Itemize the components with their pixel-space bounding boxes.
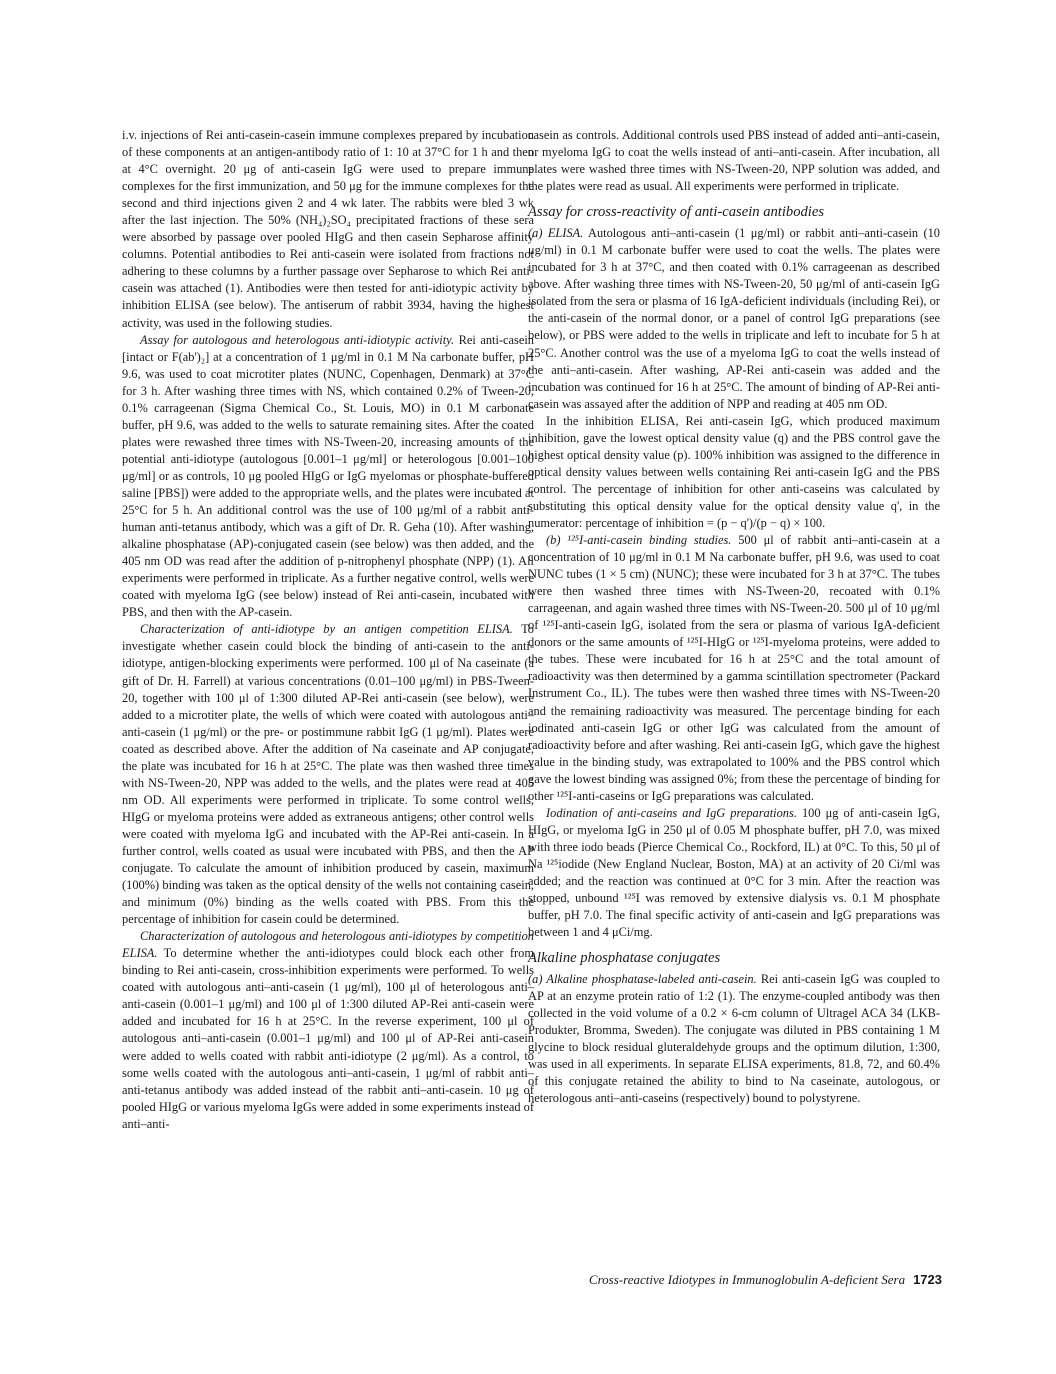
paragraph xyxy=(528,805,940,941)
paragraph: i.v. injections of Rei anti-casein-casein immune complexes prepared by incubation of these components at an antigen-antibody ratio of 1: 10 at 37°C for 1 h and then at 4°C overnight. 20 μg of anti-casein IgG were used to prepare immune complexes for the first immunization, and 50 μg for the immune complexes for the second and third injections given 2 and 4 wk later. The rabbits were bled 3 wk after the last injection. The 50% (NH₄)₂SO₄ precipitated fractions of these sera were absorbed by passage over pooled HIgG and then casein Sepharose affinity columns. Potential antibodies to Rei anti-casein were isolated from fractions not adhering to these columns by a further passage over Sepharose to which Rei anti-casein was attached (1). Antibodies were then tested for anti-idiotypic activity by inhibition ELISA (see below). The antiserum of rabbit 3934, having the highest activity, was used in the following studies. xyxy=(122,128,534,330)
right-column xyxy=(528,127,940,1108)
paragraph-body: To investigate whether casein could block the binding of anti-casein to the anti-idiotype, antigen-blocking experiments were performed. 100 μl of Na caseinate (a gift of Dr. H. Farrell) at various concentrations (0.01–100 μg/ml) in PBS-Tween-20, together with 100 μl of 1:300 diluted AP-Rei anti-casein (see below), were added to a microtiter plate, the wells of which were coated with autologous anti–anti-casein (1 μg/ml) or the pre- or postimmune rabbit IgG (1 μg/ml). Plates were coated as described above. After the addition of Na caseinate and AP conjugate, the plate was incubated for 16 h at 25°C. The plate was then washed three times with NS-Tween-20, NPP was added to the wells, and the plates were read at 405 nm OD. All experiments were performed in triplicate. To some control wells, HIgG or myeloma proteins were added as extraneous antigens; other control wells were coated with myeloma IgG and incubated with the AP-Rei anti-casein. In a further control, wells coated as usual were incubated with PBS, and then the AP conjugate. To calculate the amount of inhibition produced by casein, maximum (100%) binding was taken as the optical density of the wells not containing casein, and minimum (0%) binding as the wells coated with PBS. From this the percentage of inhibition for casein could be determined. xyxy=(122,622,534,927)
page-footer xyxy=(500,1272,942,1288)
paragraph-heading: Iodination of anti-caseins and IgG preparations. xyxy=(546,805,797,820)
paragraph-body: Rei anti-casein [intact or F(ab')₂] at a concentration of 1 μg/ml in 0.1 M Na carbonate buffer, pH 9.6, was used to coat microtiter plates (NUNC, Copenhagen, Denmark) at 37°C for 3 h. After washing three times with NS, which contained 0.2% of Tween-20, 0.1% carrageenan (Sigma Chemical Co., St. Louis, MO) in 0.1 M carbonate buffer, pH 9.6, was added to the wells to saturate remaining sites. After the coated plates were rewashed three times with NS-Tween-20, increasing amounts of the potential anti-idiotype (autologous [0.001–1 μg/ml] or heterologous [0.001–100 μg/ml] or as controls, 10 μg pooled HIgG or IgG myelomas or phosphate-buffered saline [PBS]) were added to the appropriate wells, and the plates were incubated at 25°C for 5 h. An additional control was the use of 100 μg/ml of a rabbit anti-human anti-tetanus antibody, which was a gift of Dr. R. Geha (10). After washing, alkaline phosphatase (AP)-conjugated casein (see below) was then added, and the 405 nm OD was read after the addition of p-nitrophenyl phosphate (NPP) (1). All experiments were performed in triplicate. As a further negative control, wells were coated with myeloma IgG (see below) instead of Rei anti-casein, incubated with PBS, and then with the AP-casein. xyxy=(122,332,534,620)
paragraph: casein as controls. Additional controls used PBS instead of added anti–anti-casein, or myeloma IgG to coat the wells instead of anti–anti-casein. After incubation, all plates were washed three times with NS-Tween-20, NPP solution was added, and the plates were read as usual. All experiments were performed in triplicate. xyxy=(528,128,940,194)
paragraph-heading: (a) ELISA. xyxy=(528,226,584,241)
paragraph-body: Rei anti-casein IgG was coupled to AP at an enzyme protein ratio of 1:2 (1). The enzyme-coupled antibody was then collected in the void volume of a 0.2 × 6-cm column of Ultragel ACA 34 (LKB-Produkter, Bromma, Sweden). The conjugate was diluted in PBS containing 1 M glycine to block residual gluteraldehyde groups and the optimum dilution, 1:300, was used in all experiments. In separate ELISA experiments, 81.8, 72, and 60.4% of this conjugate retained the ability to bind to Na caseinate, autologous, or heterologous anti–anti-caseins (respectively) bound to polystyrene. xyxy=(528,972,940,1106)
page-number: 1723 xyxy=(913,1272,942,1287)
paragraph-body: Autologous anti–anti-casein (1 μg/ml) or rabbit anti–anti-casein (10 μg/ml) in 0.1 M carbonate buffer were used to coat the wells. The plates were incubated for 3 h at 37°C, and then coated with 0.1% carrageenan as described above. After washing three times with NS-Tween-20, 50 μg/ml of anti-casein IgG isolated from the sera or plasma of 16 IgA-deficient individuals (including Rei), or the anti-casein of the normal donor, or a panel of control IgG preparations (see below), or PBS were added to the wells in triplicate and left to incubate for 5 h at 25°C. Another control was the use of a myeloma IgG to coat the wells instead of the anti–anti-casein. After washing, AP-Rei anti-casein was added and the incubation was continued for 16 h at 25°C. The amount of binding of AP-Rei anti-casein was assayed after the addition of NPP and reading at 405 nm OD. xyxy=(528,226,940,411)
section-title: Alkaline phosphatase conjugates xyxy=(528,950,721,967)
paragraph xyxy=(528,532,940,805)
paragraph xyxy=(122,928,534,1133)
paragraph-heading: (a) Alkaline phosphatase-labeled anti-casein. xyxy=(528,972,757,987)
left-column xyxy=(122,127,534,1133)
paragraph: In the inhibition ELISA, Rei anti-casein IgG, which produced maximum inhibition, gave the lowest optical density value (q) and the PBS control gave the highest optical density value (p). 100% inhibition was assigned to the difference in optical density values between wells containing Rei anti-casein IgG and the PBS control. The percentage of inhibition for other anti-caseins was calculated by substituting this optical density value for the optical density value q', in the numerator: percentage of inhibition = (p − q')/(p − q) × 100. xyxy=(528,413,940,530)
paragraph-heading: Characterization of autologous and heterologous anti-idiotypes by competition ELISA. xyxy=(122,929,534,961)
paragraph xyxy=(122,621,534,928)
paragraph-heading: Assay for autologous and heterologous anti-idiotypic activity. xyxy=(140,332,455,347)
section-title: Assay for cross-reactivity of anti-casein antibodies xyxy=(528,204,825,221)
paragraph-body: 500 μl of rabbit anti–anti-casein at a concentration of 10 μg/ml in 0.1 M Na carbonate buffer, pH 9.6, was used to coat NUNC tubes (1 × 5 cm) (NUNC); these were incubated for 3 h at 37°C. The tubes were then washed three times with NS-Tween-20, recoated with 0.1% carrageenan, and again washed three times with NS-Tween-20. 500 μl of 10 μg/ml of ¹²⁵I-anti-casein IgG, isolated from the sera or plasma of various IgA-deficient donors or the same amounts of ¹²⁵I-HIgG or ¹²⁵I-myeloma proteins, were added to the tubes. These were incubated for 16 h at 25°C and the total amount of radioactivity was then determined by a gamma scintillation spectrometer (Packard Instrument Co., IL). The tubes were then washed three times with NS-Tween-20 and the remaining radioactivity was measured. The percentage binding for each iodinated anti-casein IgG or other IgG was calculated from the amount of radioactivity before and after washing. Rei anti-casein IgG, which gave the highest value in the binding study, was extrapolated to 100% and the PBS control which gave the lowest binding was assigned 0%; from these the percentage of binding for other ¹²⁵I-anti-caseins or IgG preparations was calculated. xyxy=(528,533,940,803)
paragraph-body: 100 μg of anti-casein IgG, HIgG, or myeloma IgG in 250 μl of 0.05 M phosphate buffer, pH 7.0, was mixed with three iodo beads (Pierce Chemical Co., Rockford, IL) at 0°C. To this, 50 μl of Na ¹²⁵iodide (New England Nuclear, Boston, MA) at an activity of 20 Ci/ml was added; and the reaction was continued at 0°C for 3 min. After the reaction was stopped, unbound ¹²⁵I was removed by extensive dialysis vs. 0.1 M phosphate buffer, pH 7.0. The final specific activity of anti-casein and IgG preparations was between 1 and 4 μCi/mg. xyxy=(528,805,940,940)
paragraph-body: To determine whether the anti-idiotypes could block each other from binding to Rei anti-casein, cross-inhibition experiments were performed. To wells coated with autologous anti–anti-casein (1 μg/ml), 100 μl of heterologous anti–anti-casein (0.001–1 μg/ml) and 100 μl of 1:300 diluted AP-Rei anti-casein were added and incubated for 16 h at 25°C. In the reverse experiment, 100 μl of autologous anti–anti-casein (0.001–1 μg/ml) and 100 μl of AP-Rei anti-casein were added to wells coated with rabbit anti-idiotype (2 μg/ml). As a control, to some wells coated with the autologous anti–anti-casein, 1 μg/ml of rabbit anti–anti-tetanus antibody was added instead of the rabbit anti–anti-casein. 10 μg of pooled HIgG or various myeloma IgGs were added in some experiments instead of anti–anti- xyxy=(122,946,534,1131)
paragraph xyxy=(528,971,940,1107)
running-title: Cross-reactive Idiotypes in Immunoglobulin A-deficient Sera xyxy=(588,1272,906,1287)
paragraph xyxy=(528,225,940,413)
paragraph xyxy=(122,332,534,622)
paragraph-heading: (b) ¹²⁵I-anti-casein binding studies. xyxy=(546,533,732,548)
paragraph-heading: Characterization of anti-idiotype by an antigen competition ELISA. xyxy=(140,622,513,637)
